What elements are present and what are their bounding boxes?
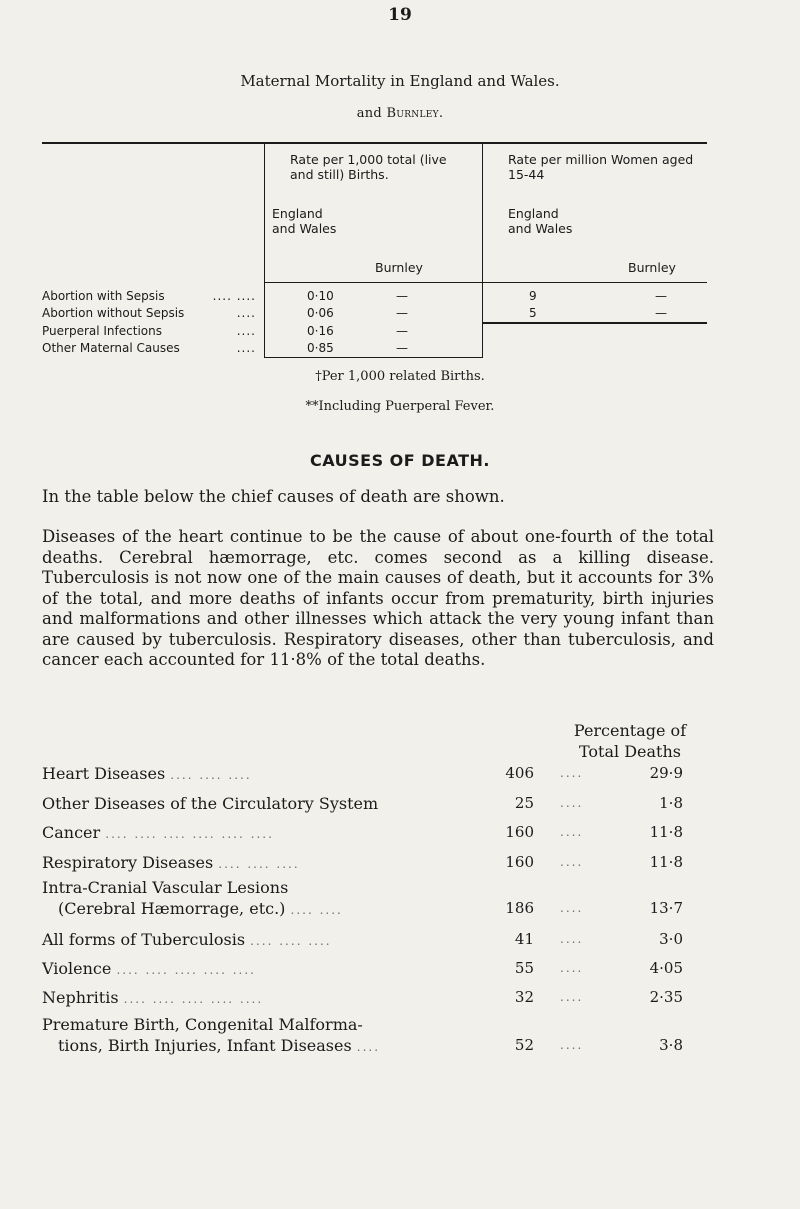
table-row: Nephritis .... .... .... .... .... <box>42 988 264 1007</box>
table-header-rule <box>264 282 707 283</box>
table-row: Heart Diseases .... .... .... <box>42 764 252 783</box>
body-paragraph: Diseases of the heart continue to be the cause of about one-fourth of the total deaths. Cerebral hæmorrage, etc. comes second as a killing disease. Tuberculosis is not now one of the main causes of death, but it accounts for 3% of the total, and more deaths of infants occur from prematurity, birth injuries and malformations and other illnesses which attack the very young infant than are caused by tuberculosis. Respiratory diseases, other than tuberculosis, and cancer each accounted for 11·8% of the total deaths. <box>42 527 714 669</box>
table-divider-1 <box>264 144 265 358</box>
death-count: 186 <box>505 899 534 917</box>
cell-ew-rate: 0·85 <box>307 341 334 355</box>
death-count: 52 <box>514 1036 534 1054</box>
table-row-label: Puerperal Infections .... <box>42 324 256 338</box>
col-b-sub-ew: England and Wales <box>508 206 573 236</box>
table-row: Intra-Cranial Vascular Lesions (Cerebral Hæmorrage, etc.) .... .... <box>42 878 343 918</box>
cell-burnley-million: — <box>655 289 667 303</box>
table-row: Violence .... .... .... .... .... <box>42 959 256 978</box>
table-row: Cancer .... .... .... .... .... .... <box>42 823 274 842</box>
death-percentage: 1·8 <box>659 794 683 812</box>
death-count: 25 <box>514 794 534 812</box>
table-row-label: Abortion without Sepsis .... <box>42 306 256 320</box>
death-percentage: 13·7 <box>649 899 683 917</box>
death-percentage: 2·35 <box>649 988 683 1006</box>
col-a-sub-burnley: Burnley <box>375 260 423 275</box>
death-percentage: 11·8 <box>649 853 683 871</box>
death-count: 406 <box>505 764 534 782</box>
death-percentage: 11·8 <box>649 823 683 841</box>
page-subtitle <box>0 106 800 121</box>
intro-text: In the table below the chief causes of death are shown. <box>42 487 505 506</box>
col-b-sub-burnley: Burnley <box>628 260 676 275</box>
death-count: 32 <box>514 988 534 1006</box>
death-percentage: 4·05 <box>649 959 683 977</box>
cell-ew-rate: 0·06 <box>307 306 334 320</box>
death-percentage: 29·9 <box>649 764 683 782</box>
cell-burnley-rate: — <box>396 306 408 320</box>
page-number: 19 <box>388 5 412 25</box>
subtitle-place: Burnley. <box>386 106 444 121</box>
cell-burnley-rate: — <box>396 289 408 303</box>
cell-burnley-rate: — <box>396 324 408 338</box>
col-a-sub-ew: England and Wales <box>272 206 337 236</box>
subtitle-and: and <box>356 106 383 121</box>
table-row: Respiratory Diseases .... .... .... <box>42 853 300 872</box>
page-title: Maternal Mortality in England and Wales. <box>240 72 560 90</box>
percentage-header: Percentage of Total Deaths <box>573 721 687 761</box>
death-percentage: 3·8 <box>659 1036 683 1054</box>
footnote-asterisk: **Including Puerperal Fever. <box>305 399 495 414</box>
cell-ew-million: 9 <box>529 289 537 303</box>
cell-burnley-million: — <box>655 306 667 320</box>
col-b-header: Rate per million Women aged 15-44 <box>508 152 694 182</box>
cell-ew-rate: 0·16 <box>307 324 334 338</box>
table-bottom-rule-middle <box>264 357 483 358</box>
table-bottom-rule-right <box>482 322 707 324</box>
cell-burnley-rate: — <box>396 341 408 355</box>
table-row: Other Diseases of the Circulatory System <box>42 794 379 813</box>
col-a-header: Rate per 1,000 total (live and still) Births. <box>290 152 447 182</box>
table-row: All forms of Tuberculosis .... .... .... <box>42 930 332 949</box>
footnote-dagger: †Per 1,000 related Births. <box>315 369 485 384</box>
death-percentage: 3·0 <box>659 930 683 948</box>
cell-ew-rate: 0·10 <box>307 289 334 303</box>
table-row-label: Other Maternal Causes .... <box>42 341 256 355</box>
table-divider-2 <box>482 144 483 358</box>
death-count: 160 <box>505 853 534 871</box>
table-row-label: Abortion with Sepsis .... .... <box>42 289 256 303</box>
death-count: 160 <box>505 823 534 841</box>
death-count: 55 <box>514 959 534 977</box>
section-heading: CAUSES OF DEATH. <box>309 451 490 470</box>
cell-ew-million: 5 <box>529 306 537 320</box>
death-count: 41 <box>514 930 534 948</box>
table-top-rule <box>42 142 707 144</box>
table-row: Premature Birth, Congenital Malforma- tions, Birth Injuries, Infant Diseases .... <box>42 1015 381 1055</box>
